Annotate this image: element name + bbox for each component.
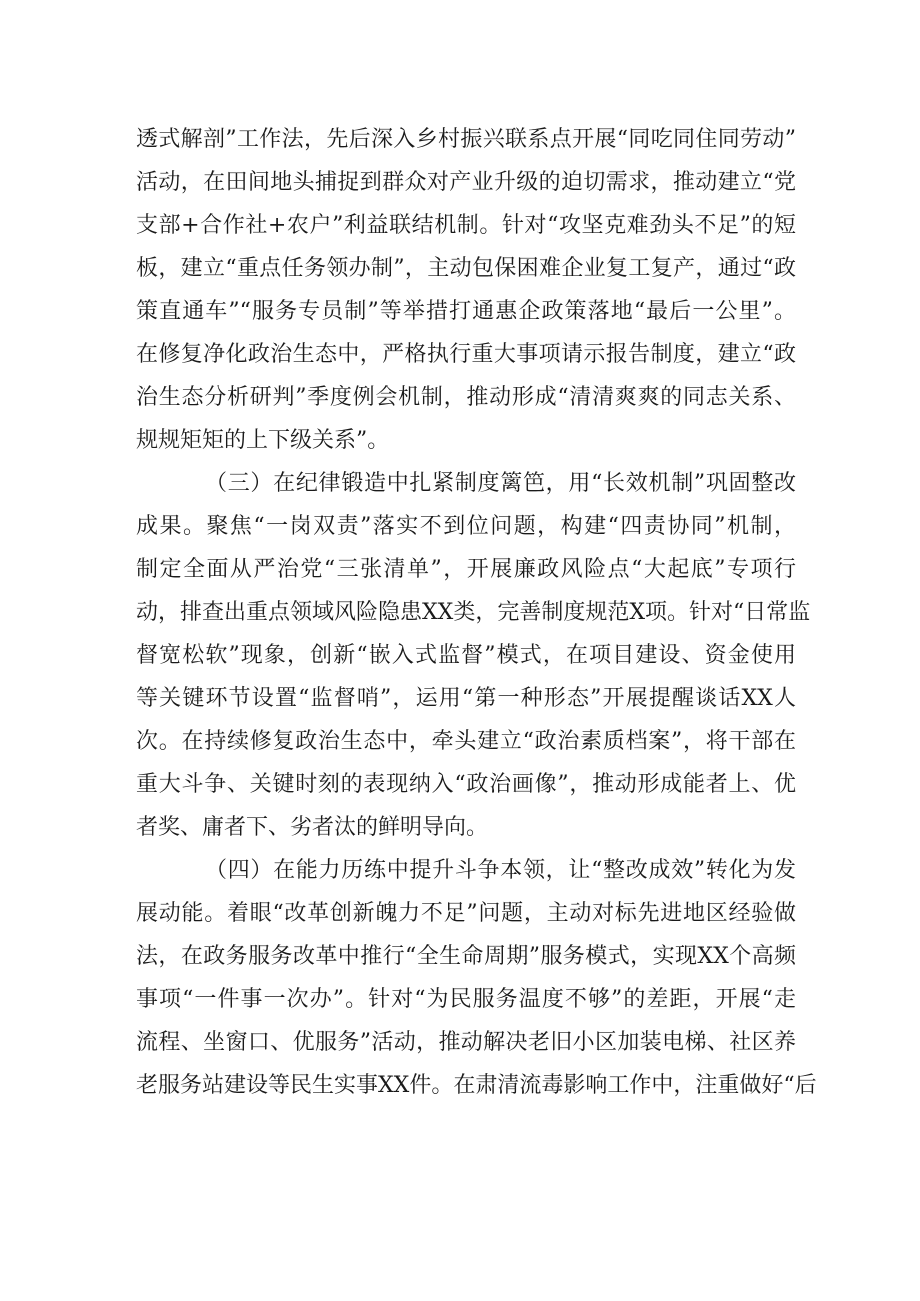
text-line-4: 板，建立“重点任务领办制”，主动包保困难企业复工复产，通过“政 [136,256,796,281]
text-line-3: 支部+合作社+农户”利益联结机制。针对“攻坚克难劲头不足”的短 [136,213,796,238]
text-line-5: 策直通车”“服务专员制”等举措打通惠企政策落地“最后一公里”。 [136,299,796,324]
text-line-1: 透式解剖”工作法，先后深入乡村振兴联系点开展“同吃同住同劳动” [136,127,796,152]
text-line-23: 老服务站建设等民生实事XX件。在肃清流毒影响工作中，注重做好“后 [136,1073,817,1098]
section-heading-3: （三）在纪律锻造中扎紧制度篱笆，用“长效机制”巩固整改 [205,471,796,496]
text-line-11: 制定全面从严治党“三张清单”，开展廉政风险点“大起底”专项行 [136,557,796,582]
text-line-21: 事项“一件事一次办”。针对“为民服务温度不够”的差距，开展“走 [136,987,796,1012]
text-line-22: 流程、坐窗口、优服务”活动，推动解决老旧小区加装电梯、社区养 [136,1030,796,1055]
text-line-15: 次。在持续修复政治生态中，牵头建立“政治素质档案”，将干部在 [136,729,796,754]
text-line-6: 在修复净化政治生态中，严格执行重大事项请示报告制度，建立“政 [136,342,796,367]
text-line-17: 者奖、庸者下、劣者汰的鲜明导向。 [136,815,489,840]
text-line-10: 成果。聚焦“一岗双责”落实不到位问题，构建“四责协同”机制， [136,514,796,539]
text-line-12: 动，排查出重点领域风险隐患XX类，完善制度规范X项。针对“日常监 [136,600,811,625]
text-line-8: 规规矩矩的上下级关系”。 [136,428,390,453]
text-line-14: 等关键环节设置“监督哨”，运用“第一种形态”开展提醒谈话XX人 [136,686,796,711]
text-line-7: 治生态分析研判”季度例会机制，推动形成“清清爽爽的同志关系、 [136,385,796,410]
text-line-2: 活动，在田间地头捕捉到群众对产业升级的迫切需求，推动建立“党 [136,170,796,195]
text-line-13: 督宽松软”现象，创新“嵌入式监督”模式，在项目建设、资金使用 [136,643,796,668]
section-heading-4: （四）在能力历练中提升斗争本领，让“整改成效”转化为发 [205,858,796,883]
text-line-16: 重大斗争、关键时刻的表现纳入“政治画像”，推动形成能者上、优 [136,772,796,797]
text-line-19: 展动能。着眼“改革创新魄力不足”问题，主动对标先进地区经验做 [136,901,796,926]
text-line-20: 法，在政务服务改革中推行“全生命周期”服务模式，实现XX个高频 [136,944,796,969]
